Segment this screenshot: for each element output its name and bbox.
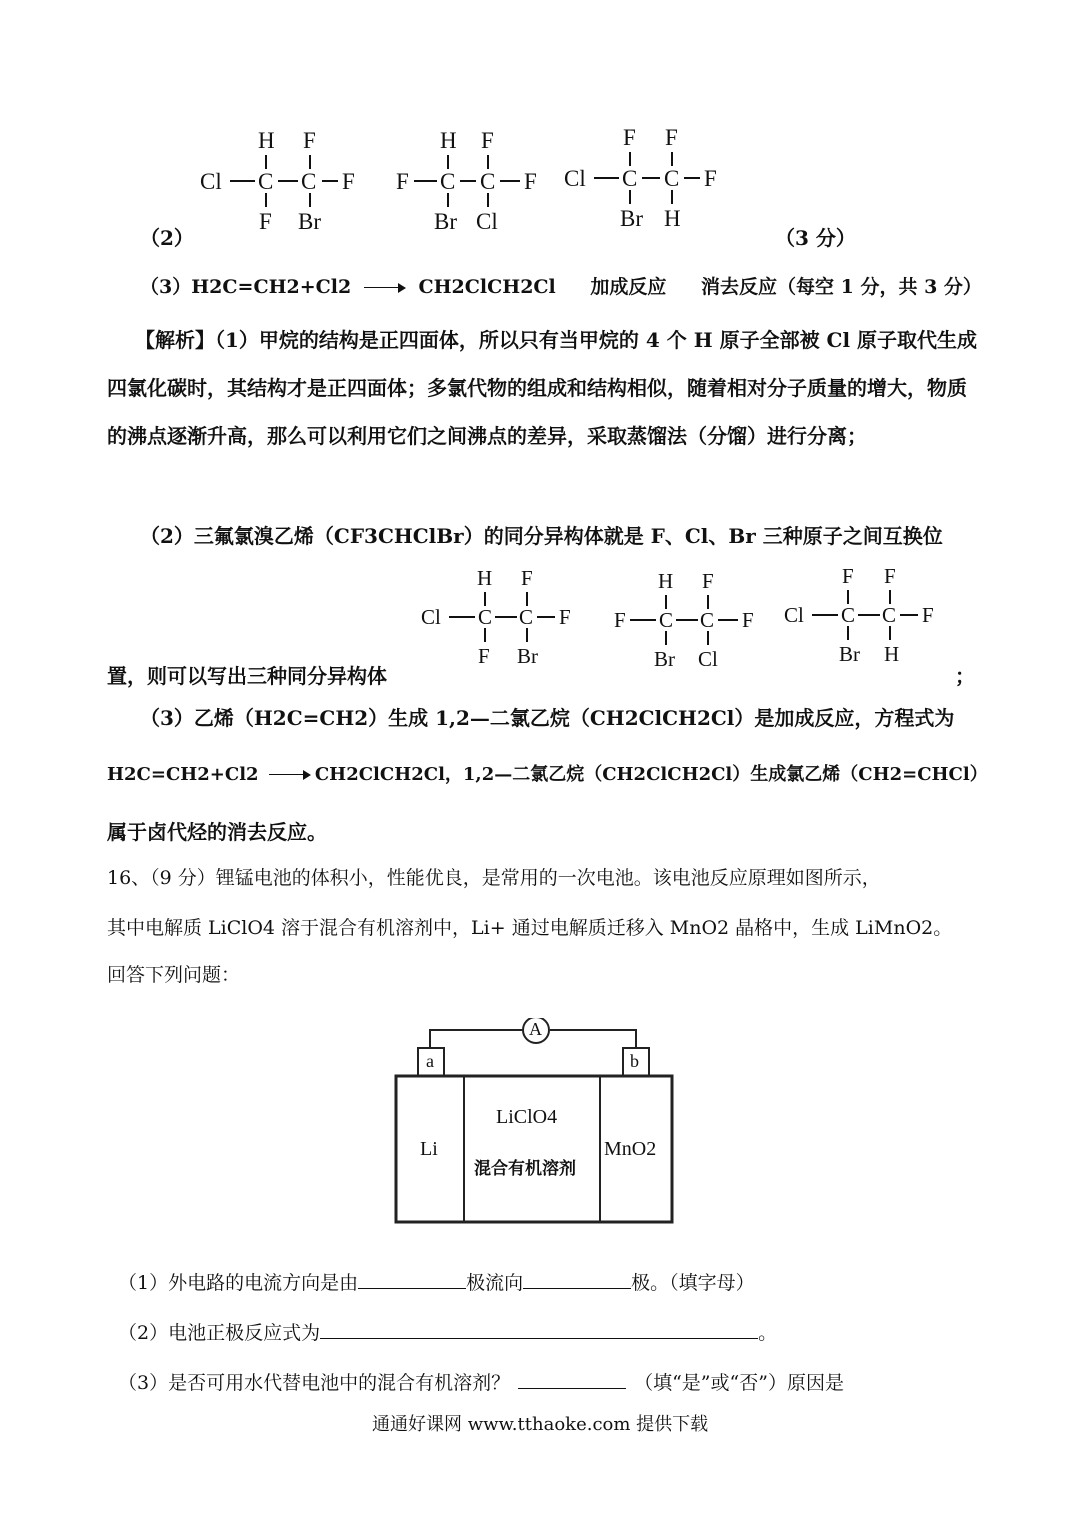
analysis-isomer-2-c1: C	[659, 608, 674, 632]
isomer-3-right: F	[704, 166, 717, 191]
isomer-2-bottom-right: Cl	[476, 209, 498, 234]
analysis-isomer-2-top-right: F	[702, 569, 714, 593]
analysis-p2b: 置，则可以写出三种同分异构体	[107, 664, 387, 688]
isomer-1-bottom-left: F	[259, 209, 272, 234]
part3-answer-line	[140, 272, 982, 299]
isomer-3-top-right: F	[665, 125, 678, 150]
analysis-isomer-1	[421, 564, 591, 674]
analysis-isomer-3-left: Cl	[784, 603, 804, 627]
isomer-1-c2: C	[301, 169, 317, 194]
ammeter-label: A	[529, 1019, 542, 1039]
isomer-2-right: F	[524, 169, 537, 194]
analysis-isomer-2-left: F	[614, 608, 626, 632]
analysis-p2-end: ；	[955, 664, 975, 688]
analysis-isomer-3-c2: C	[882, 603, 897, 627]
isomer-2-top-right: F	[481, 128, 494, 153]
q16-sub-3-blank[interactable]	[518, 1370, 626, 1389]
q16-sub-3-b: （填“是”或“否”）原因是	[634, 1372, 844, 1394]
isomer-1-c1: C	[258, 169, 274, 194]
analysis-isomer-3-c1: C	[841, 603, 856, 627]
analysis-p3b-right: CH2ClCH2Cl，1,2—二氯乙烷（CH2ClCH2Cl）生成氯乙烯（CH2=CHCl）	[314, 764, 988, 785]
analysis-p3c: 属于卤代烃的消去反应。	[107, 820, 327, 844]
isomer-2-c1: C	[440, 169, 456, 194]
analysis-isomer-1-right: F	[559, 605, 571, 629]
analysis-isomer-2-c2: C	[700, 608, 715, 632]
analysis-p3a: （3）乙烯（H2C=CH2）生成 1,2—二氯乙烷（CH2ClCH2Cl）是加成反应，方程式为	[140, 706, 955, 730]
isomer-3-left: Cl	[564, 166, 586, 191]
isomer-3-c1: C	[622, 166, 638, 191]
analysis-heading: 【解析】	[135, 328, 215, 352]
part3-reactants: H2C=CH2+Cl2	[191, 276, 352, 298]
analysis-isomer-2-top-left: H	[658, 569, 674, 593]
analysis-p1: （1）甲烷的结构是正四面体，所以只有当甲烷的 4 个 H 原子全部被 Cl 原子取代生成四氯化碳时，其结构才是正四面体；多氯代物的组成和结构相似，随着相对分子质量的增大，物质的沸点逐渐升高，那么可以利用它们之间沸点的差异，采取蒸馏法（分馏）进行分离；	[107, 328, 978, 448]
q16-sub-2-b: 。	[758, 1322, 778, 1344]
analysis-isomer-2-bottom-right: Cl	[698, 647, 718, 671]
isomer-3-bottom-left: Br	[620, 206, 643, 231]
q16-intro-3: 回答下列问题：	[107, 964, 241, 986]
analysis-isomer-1-left: Cl	[421, 605, 441, 629]
analysis-isomer-2-right: F	[742, 608, 754, 632]
analysis-paragraph-1	[107, 316, 982, 460]
analysis-isomer-1-c2: C	[519, 605, 534, 629]
analysis-isomer-3-top-right: F	[884, 564, 896, 588]
isomer-1-bottom-right: Br	[298, 209, 321, 234]
q16-sub-3	[118, 1368, 844, 1395]
part3-type1: 加成反应	[590, 276, 667, 298]
q16-sub-1	[118, 1268, 755, 1295]
isomer-1-top-right: F	[303, 128, 316, 153]
part2-score: （3 分）	[775, 226, 856, 250]
isomer-2-structure	[396, 125, 556, 240]
page-footer: 通通好课网 www.tthaoke.com 提供下载	[372, 1414, 709, 1435]
analysis-p3b-line	[107, 760, 988, 786]
q16-sub-1-c: 极。（填字母）	[631, 1272, 755, 1294]
analysis-isomer-1-top-left: H	[477, 566, 493, 590]
battery-diagram	[394, 1018, 674, 1228]
analysis-isomer-2	[614, 567, 774, 677]
analysis-isomer-1-top-right: F	[521, 566, 533, 590]
isomer-3-top-left: F	[623, 125, 636, 150]
analysis-isomer-1-c1: C	[478, 605, 493, 629]
q16-intro-2: 其中电解质 LiClO4 溶于混合有机溶剂中，Li+ 通过电解质迁移入 MnO2 晶格中，生成 LiMnO2。	[107, 917, 953, 939]
analysis-isomer-3-right: F	[922, 603, 934, 627]
q16-sub-1-a: （1）外电路的电流方向是由	[118, 1272, 359, 1294]
isomer-2-c2: C	[480, 169, 496, 194]
part3-product: CH2ClCH2Cl	[418, 276, 556, 298]
analysis-p3b-left: H2C=CH2+Cl2	[107, 764, 259, 785]
part2-label: （2）	[140, 226, 194, 250]
terminal-b-label: b	[630, 1051, 639, 1071]
part3-type2: 消去反应（每空 1 分，共 3 分）	[701, 276, 982, 298]
isomer-3-bottom-right: H	[664, 206, 681, 231]
q16-sub-2-blank[interactable]	[320, 1320, 758, 1339]
analysis-isomer-3	[784, 562, 954, 672]
q16-sub-1-blank-2[interactable]	[523, 1270, 631, 1289]
q16-intro-1: 16、（9 分）锂锰电池的体积小，性能优良，是常用的一次电池。该电池反应原理如图所示，	[107, 867, 881, 889]
q16-sub-2	[118, 1318, 777, 1345]
analysis-isomer-1-bottom-right: Br	[517, 644, 538, 668]
q16-sub-3-a: （3）是否可用水代替电池中的混合有机溶剂？	[118, 1372, 511, 1394]
q16-sub-1-b: 极流向	[466, 1272, 524, 1294]
analysis-p2a: （2）三氟氯溴乙烯（CF3CHClBr）的同分异构体就是 F、Cl、Br 三种原子之间互换位	[140, 524, 943, 548]
electrolyte-label: LiClO4	[496, 1106, 558, 1128]
isomer-1-right: F	[342, 169, 355, 194]
solvent-label: 混合有机溶剂	[474, 1159, 576, 1179]
isomer-3-structure	[564, 122, 734, 237]
analysis-isomer-3-bottom-right: H	[884, 642, 900, 666]
isomer-2-left: F	[396, 169, 409, 194]
isomer-2-bottom-left: Br	[434, 209, 457, 234]
analysis-reaction-arrow-icon	[269, 770, 311, 780]
analysis-isomer-3-bottom-left: Br	[839, 642, 860, 666]
q16-sub-2-a: （2）电池正极反应式为	[118, 1322, 321, 1344]
terminal-a-label: a	[426, 1051, 434, 1071]
isomer-1-left: Cl	[200, 169, 222, 194]
isomer-3-c2: C	[664, 166, 680, 191]
cathode-label: MnO2	[604, 1138, 657, 1160]
isomer-2-top-left: H	[440, 128, 457, 153]
isomer-1-structure	[200, 125, 370, 240]
anode-label: Li	[420, 1138, 438, 1160]
analysis-isomer-2-bottom-left: Br	[654, 647, 675, 671]
analysis-isomer-1-bottom-left: F	[478, 644, 490, 668]
part3-label: （3）	[140, 276, 192, 298]
isomer-1-top-left: H	[258, 128, 275, 153]
q16-sub-1-blank-1[interactable]	[358, 1270, 466, 1289]
analysis-isomer-3-top-left: F	[842, 564, 854, 588]
reaction-arrow-icon	[364, 283, 406, 293]
